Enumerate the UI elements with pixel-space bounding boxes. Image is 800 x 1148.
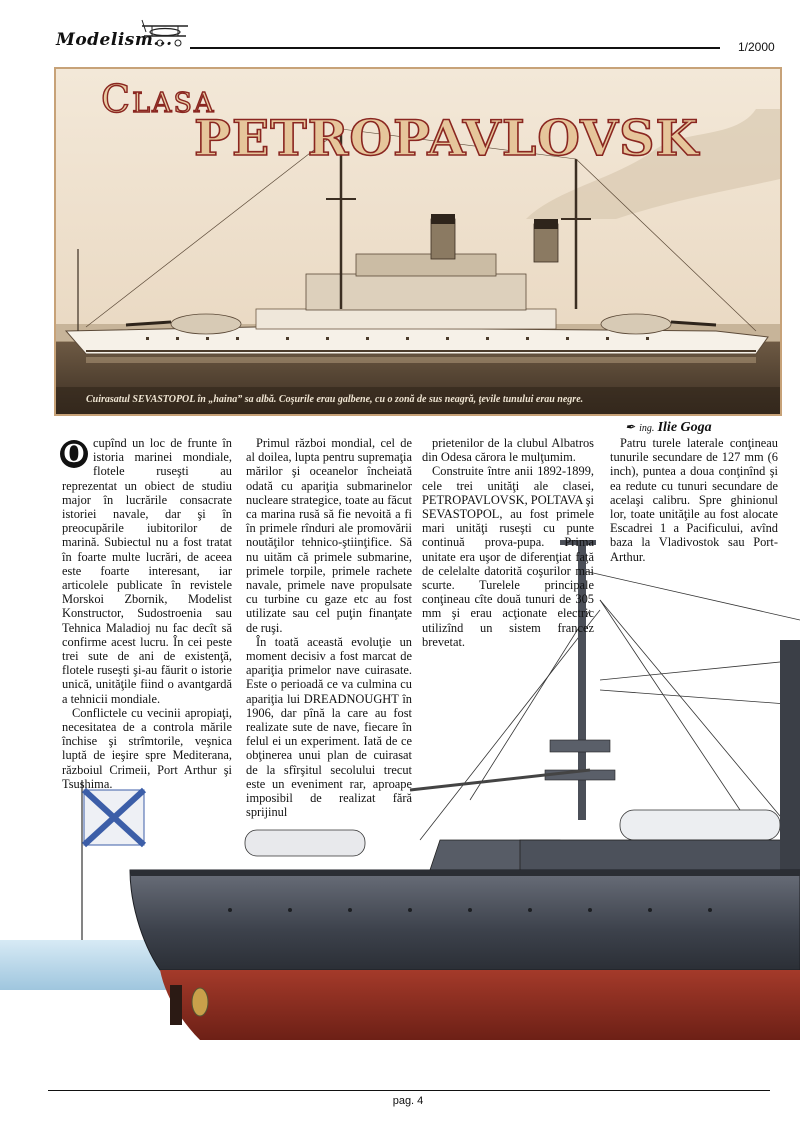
hero-photo	[54, 67, 782, 416]
paragraph: În toată această evoluţie un moment decisiv a fost marcat de apariţia primelor nave cuirasate. Este o perioadă ce va culmina cu apariţia lui DREADNOUGHT în 1906, dar pînă la care au fost realizate sute de nave, fiecare în felul ei un experiment. Iată de ce obţinerea unui plan de cuirasat de la sfîrşitul secolului trecut este un eveniment rar, aproape imposibil de realizat fără sprijinul	[246, 634, 412, 820]
author-name: Ilie Goga	[657, 420, 712, 435]
magazine-logo: Modelism...	[56, 30, 173, 50]
issue-number: 1/2000	[738, 40, 775, 54]
title-line-2: PETROPAVLOVSK	[194, 109, 700, 167]
pen-icon: ✒	[625, 420, 636, 434]
paragraph	[62, 436, 232, 706]
footer-rule	[48, 1090, 770, 1091]
paragraph-text: cupînd un loc de frunte în istoria marinei mondiale, flotele ruseşti au reprezentat un obiect de studiu major în lucrările consacrate istoriei navale, dar şi în preocupările iubitorilor de marină. Subiectul nu a fost tratat în foarte multe lucrări, de aceea este foarte interesant, iar articolele publicate în revistele Morskoi Zbornik, Modelist Konstructor, Sudostroenia sau Tehnica Maladioj nu fac decît să confirme acest lucru. În cei peste trei sute de ani de existenţă, flotele ruseşti şi-au făurit o istorie unică, unităţile fiind o avantgardă a tehnicii mondiale.	[62, 436, 232, 706]
paragraph: prietenilor de la clubul Albatros din Odesa cărora le mulţumim.	[422, 436, 594, 465]
header-rule	[190, 47, 720, 49]
paragraph: Patru turele laterale conţineau tunurile secundare de 127 mm (6 inch), puntea a doua conţinînd şi ea redute cu tunuri secundare de acelaşi calibru. Spre ghinionul lor, toate unităţile au fost alocate Escadrei 1 a Pacificului, avînd baza la Vladivostok sau Port-Arthur.	[610, 436, 778, 564]
article-column-3	[422, 436, 594, 649]
author-prefix: ing.	[639, 423, 655, 434]
paragraph: Construite între anii 1892-1899, cele trei unităţi ale clasei, PETROPAVLOVSK, POLTAVA şi SEVASTOPOL, au fost primele mari unităţi ruseşti cu punte continuă prova-pupa. Prima unitate era uşor de diferenţiat faţă de celelalte datorită coşurilor mai scurte. Turelele principale conţineau cîte două tunuri de 305 mm şi erau acţionate electric utilizînd un sistem francez brevetat.	[422, 464, 594, 649]
biplane-icon	[138, 16, 192, 50]
paragraph: Primul război mondial, cel de al doilea, lupta pentru supremaţia mărilor şi oceanelor încheiată odată cu apariţia submarinelor nucleare strategice, toate au făcut ca marina rusă să fie nevoită a fi în primele rînduri ale promovării noutăţilor tehnico-ştiinţifice. Să nu uităm că primele submarine, primele torpile, primele rachete navale, primele nave propulsate cu turbine cu gaze etc au fost utilizate sau cel puţin finanţate de ruşi.	[246, 436, 412, 635]
article-column-2	[246, 436, 412, 819]
title-line-1: Clasa	[101, 77, 216, 121]
paragraph: Conflictele cu vecinii apropiaţi, necesitatea de a controla mările închise şi strîmtorile, veşnica luptă de ieşire spre Mediterana, războiul Crimeii, Port Arthur şi Tsushima.	[62, 705, 232, 791]
photo-caption: Cuirasatul SEVASTOPOL în „haina” sa albă. Coşurile erau galbene, cu o zonă de sus neagră, ţevile tunului erau negre.	[86, 394, 584, 405]
article-column-4	[610, 436, 778, 564]
drop-cap: O	[60, 440, 88, 468]
article-column-1	[62, 436, 232, 791]
author-byline	[625, 419, 712, 436]
page-number: pag. 4	[392, 1095, 424, 1107]
